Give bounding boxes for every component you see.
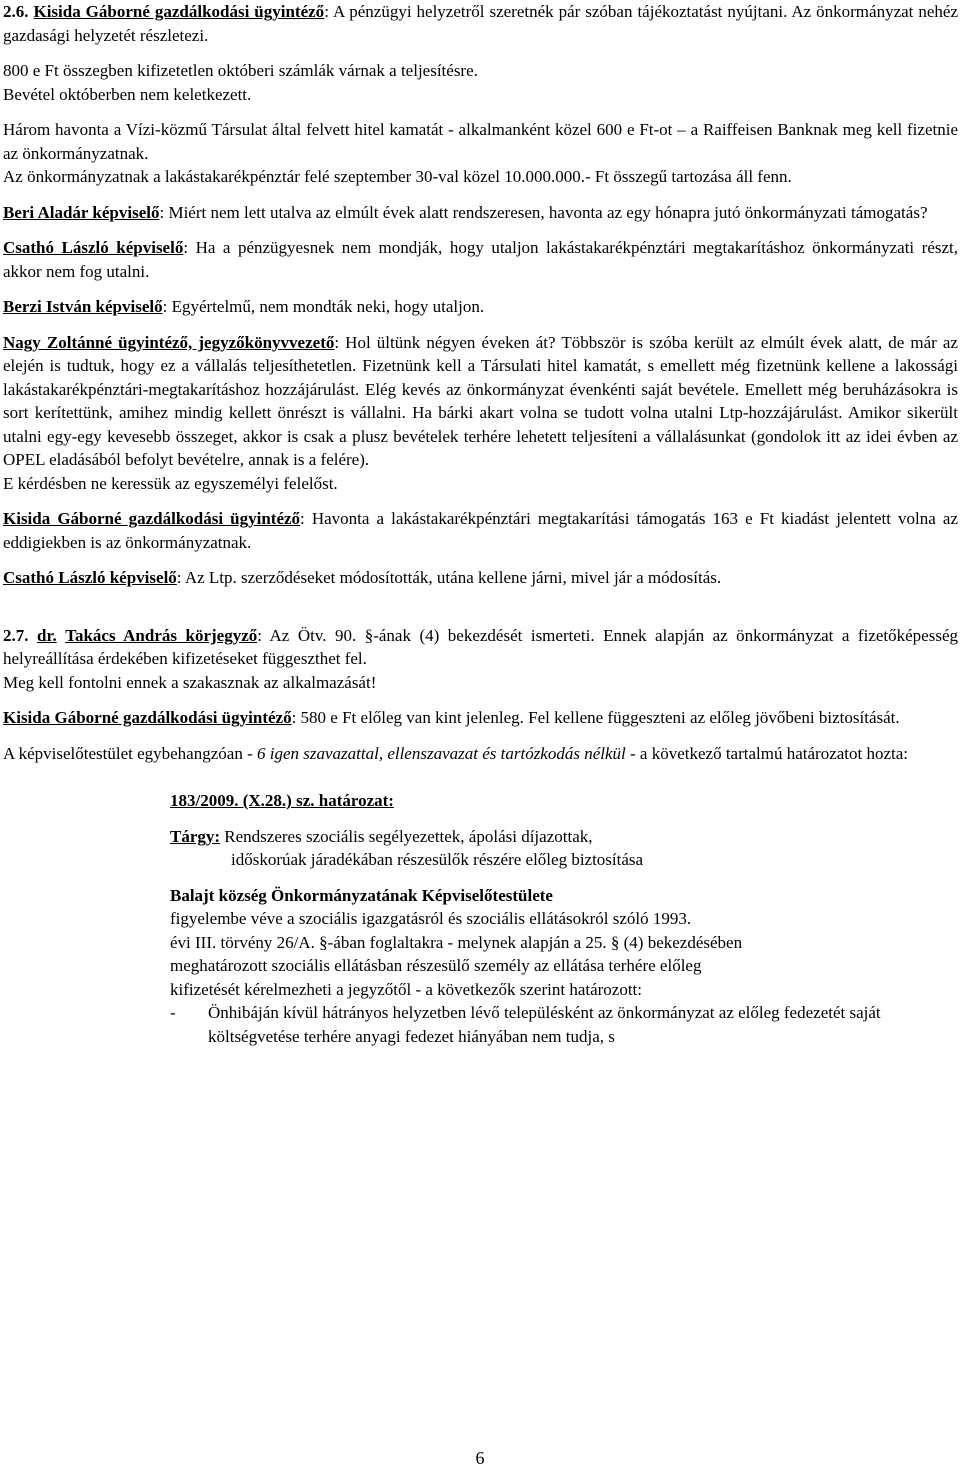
title-prefix: dr. (37, 625, 57, 645)
resolution-body-line: meghatározott szociális ellátásban részesülő személy az ellátása terhére előleg (170, 956, 702, 975)
section-number: 2.7. (3, 625, 29, 645)
resolution-subject (170, 825, 958, 849)
speaker-name: Csathó László képviselő (3, 568, 177, 587)
vote-count: 6 (256, 743, 266, 763)
remark-paragraph (3, 236, 958, 283)
remark-paragraph (3, 706, 958, 730)
subject-line-1: Rendszeres szociális segélyezettek, ápolási díjazottak, (220, 826, 593, 846)
text-line: 800 e Ft összegben kifizetetlen októberi számlák várnak a teljesítésre. (3, 61, 478, 80)
section-2-6-paragraph (3, 0, 958, 47)
speaker-text: : Az Ötv. 90. §-ának (4) bekezdését ismerteti. Ennek alapján az önkormányzat a fizetőképesség helyreállítása érdekében kifizetéseket függeszthet fel. (3, 625, 959, 668)
text-line: Meg kell fontolni ennek a szakasznak az alkalmazását! (3, 672, 377, 692)
resolution-body (170, 884, 958, 1002)
speaker-text: : Hol ültünk négyen éveken át? Többször is szóba került az elmúlt évek alatt, de már az elején is tudtuk, hogy ez a vállalás teljesíthetetlen. Fizetnünk kell a Társulati hitel kamatát, s emellett még fizetnünk kellene a lakossági lakástakarékpénztári-megtakarításhoz hozzájárulást. Elég kevés az önkormányzat évenkénti saját bevétele. Emellett még beruházásokra is sort kerítettünk, amihez mindig kellett önrészt is vállalni. Ha bárki akart volna se tudott volna utalni Ltp-hozzájárulást. Amikor sikerült utalni egy-egy kevesebb összeget, akkor is csak a plusz bevételek terhére lehetett teljesíteni a vállalásunkat (gondolok itt az idei évben az OPEL eladásából befolyt bevételre, annak is a felére). (3, 332, 958, 469)
remark-paragraph (3, 507, 958, 554)
speaker-name: Kisida Gáborné gazdálkodási ügyintéző (3, 708, 292, 727)
section-2-7-paragraph (3, 624, 958, 671)
remark-paragraph (3, 295, 958, 319)
speaker-text: : Az Ltp. szerződéseket módosították, utána kellene járni, mivel jár a módosítás. (176, 568, 722, 587)
page-number: 6 (475, 1448, 485, 1468)
vote-paragraph (3, 742, 958, 766)
speaker-text: : A pénzügyi helyzetről szeretnék pár szóban tájékoztatást nyújtani. Az önkormányzat nehéz gazdasági helyzetét részletezi. (3, 2, 958, 45)
speaker-name: Kisida Gáborné gazdálkodási ügyintéző (33, 2, 325, 21)
speaker-text: : Egyértelmű, nem mondták neki, hogy utaljon. (162, 297, 485, 316)
resolution-title: 183/2009. (X.28.) sz. határozat: (170, 791, 394, 810)
speaker-name: Beri Aladár képviselő (3, 202, 160, 222)
resolution-block (170, 789, 958, 848)
vote-pre: A képviselőtestület egybehangzóan - (3, 743, 257, 763)
remark-paragraph (3, 566, 958, 590)
subject-line-2: időskorúak járadékában részesülők részére előleg biztosítása (231, 850, 644, 869)
remark-paragraph (3, 201, 958, 225)
resolution-body-line: kifizetését kérelmezheti a jegyzőtől - a következők szerint határozott: (170, 979, 643, 999)
speaker-text: : Miért nem lett utalva az elmúlt évek alatt rendszeresen, havonta az egy hónapra jutó önkormányzati támogatás? (159, 202, 928, 222)
text-paragraph: Három havonta a Vízi-közmű Társulat által felvett hitel kamatát - alkalmanként közel 600 e Ft-ot – a Raiffeisen Banknak meg kell fizetnie az önkormányzatnak. (3, 120, 958, 163)
speaker-name: Kisida Gáborné gazdálkodási ügyintéző (3, 509, 301, 528)
speaker-text: : Havonta a lakástakarékpénztári megtakarítási támogatás 163 e Ft kiadást jelentett volna az eddigiekben is az önkormányzatnak. (3, 509, 958, 552)
vote-italic: igen szavazattal, ellenszavazat és tartózkodás nélkül (265, 743, 626, 763)
resolution-body-line: évi III. törvény 26/A. §-ában foglaltakra - melynek alapján a 25. § (4) bekezdésében (170, 932, 743, 952)
resolution-body-line: figyelembe véve a szociális igazgatásról és szociális ellátásokról szóló 1993. (170, 909, 692, 928)
section-number: 2.6. (3, 2, 29, 21)
speaker-text: : Ha a pénzügyesnek nem mondják, hogy utaljon lakástakarékpénztári megtakarításhoz önkormányzati részt, akkor nem fog utalni. (3, 238, 958, 281)
list-item-text: Önhibáján kívül hátrányos helyzetben lévő településként az önkormányzat az előleg fedezetét saját költségvetése terhére anyagi fedezet hiányában nem tudja, s (208, 1003, 881, 1046)
subject-label: Tárgy: (170, 826, 221, 846)
resolution-list-item (170, 1001, 958, 1048)
resolution-body-title: Balajt község Önkormányzatának Képviselőtestülete (170, 885, 553, 905)
text-line: Bevétel októberben nem keletkezett. (3, 84, 252, 104)
remark-paragraph (3, 331, 958, 472)
list-dash: - (170, 1003, 176, 1022)
speaker-name: Nagy Zoltánné ügyintéző, jegyzőkönyvvezető (3, 332, 335, 352)
speaker-name: Takács András körjegyző (65, 625, 258, 645)
text-paragraph: Az önkormányzatnak a lakástakarékpénztár felé szeptember 30-val közel 10.000.000.- Ft összegű tartozása áll fenn. (3, 167, 792, 186)
document-content (3, 0, 958, 1048)
speaker-text: : 580 e Ft előleg van kint jelenleg. Fel kellene függeszteni az előleg jövőbeni biztosítását. (291, 708, 900, 727)
speaker-name: Csathó László képviselő (3, 238, 184, 257)
speaker-name: Berzi István képviselő (3, 297, 163, 316)
vote-post: - a következő tartalmú határozatot hozta: (625, 743, 909, 763)
text-line: E kérdésben ne keressük az egyszemélyi felelőst. (3, 473, 338, 493)
